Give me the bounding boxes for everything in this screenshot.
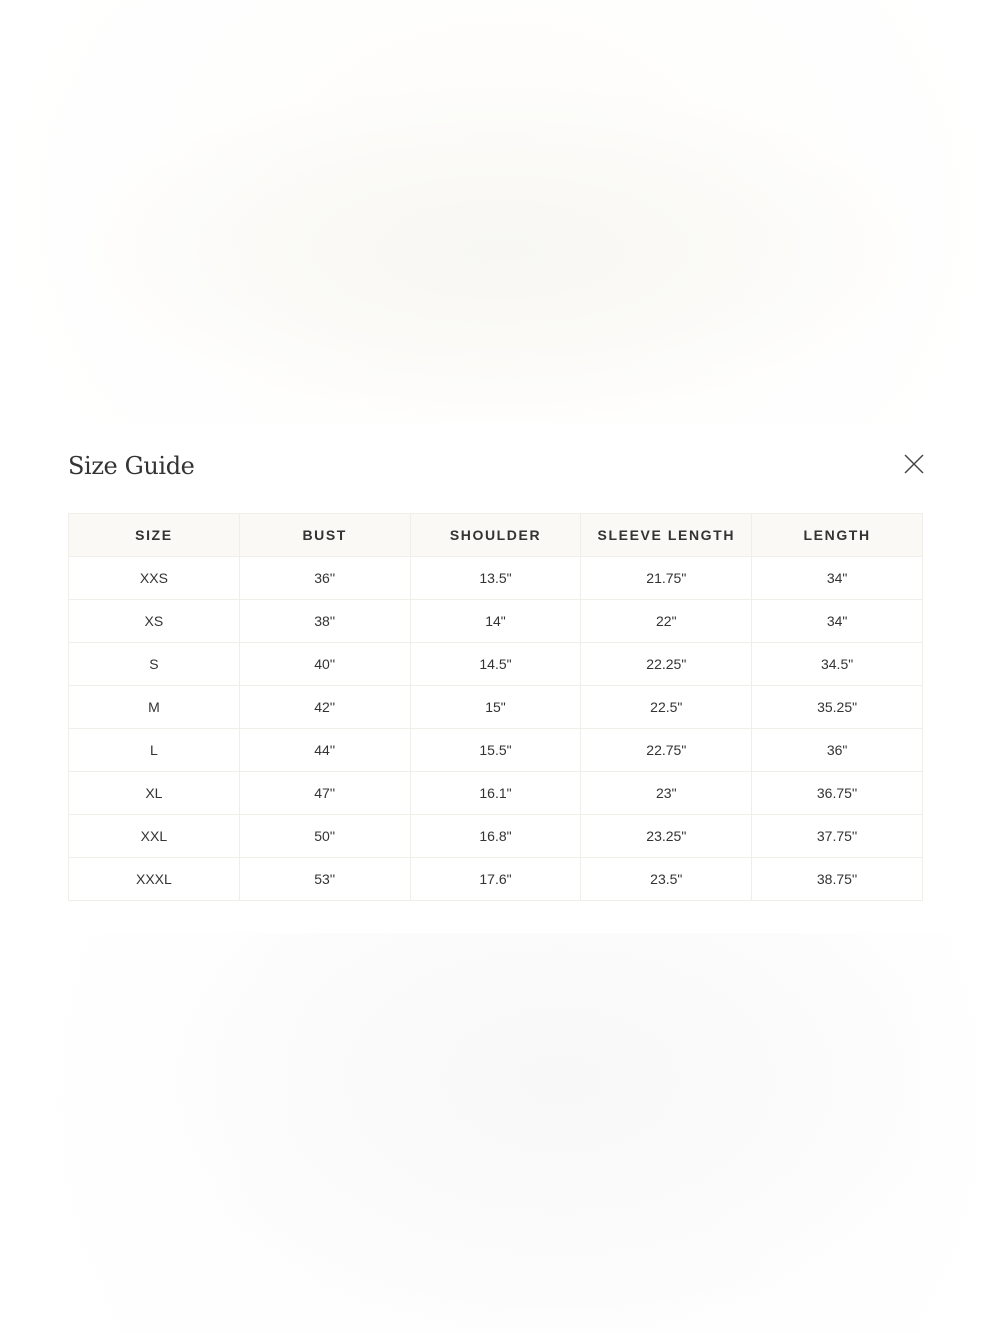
cell-sleeve-length: 21.75" xyxy=(581,557,752,600)
column-header-size: SIZE xyxy=(69,514,240,557)
table-row xyxy=(69,772,923,815)
cell-shoulder: 17.6" xyxy=(410,858,581,901)
cell-shoulder: 15.5" xyxy=(410,729,581,772)
cell-length: 36" xyxy=(752,729,923,772)
size-table xyxy=(68,513,923,901)
modal-title: Size Guide xyxy=(68,452,195,480)
table-row xyxy=(69,729,923,772)
cell-size: XL xyxy=(69,772,240,815)
table-header-row xyxy=(69,514,923,557)
cell-bust: 38'' xyxy=(239,600,410,643)
cell-length: 34.5" xyxy=(752,643,923,686)
cell-shoulder: 16.1" xyxy=(410,772,581,815)
close-icon xyxy=(900,450,928,478)
cell-length: 35.25" xyxy=(752,686,923,729)
cell-size: XXS xyxy=(69,557,240,600)
cell-length: 34" xyxy=(752,557,923,600)
cell-bust: 47'' xyxy=(239,772,410,815)
cell-sleeve-length: 23" xyxy=(581,772,752,815)
cell-length: 36.75'' xyxy=(752,772,923,815)
cell-bust: 36'' xyxy=(239,557,410,600)
table-row xyxy=(69,600,923,643)
cell-bust: 40'' xyxy=(239,643,410,686)
table-row xyxy=(69,815,923,858)
table-row xyxy=(69,557,923,600)
cell-bust: 44'' xyxy=(239,729,410,772)
table-row xyxy=(69,858,923,901)
cell-shoulder: 13.5" xyxy=(410,557,581,600)
table-row xyxy=(69,643,923,686)
column-header-bust: BUST xyxy=(239,514,410,557)
cell-sleeve-length: 22.5" xyxy=(581,686,752,729)
cell-size: XXXL xyxy=(69,858,240,901)
cell-size: XXL xyxy=(69,815,240,858)
column-header-shoulder: SHOULDER xyxy=(410,514,581,557)
cell-bust: 53'' xyxy=(239,858,410,901)
column-header-length: LENGTH xyxy=(752,514,923,557)
cell-sleeve-length: 23.25" xyxy=(581,815,752,858)
cell-length: 38.75'' xyxy=(752,858,923,901)
cell-bust: 42'' xyxy=(239,686,410,729)
cell-length: 34" xyxy=(752,600,923,643)
cell-length: 37.75'' xyxy=(752,815,923,858)
cell-shoulder: 14" xyxy=(410,600,581,643)
cell-sleeve-length: 22" xyxy=(581,600,752,643)
close-button[interactable] xyxy=(900,450,928,478)
cell-sleeve-length: 22.75" xyxy=(581,729,752,772)
column-header-sleeve-length: SLEEVE LENGTH xyxy=(581,514,752,557)
cell-shoulder: 16.8" xyxy=(410,815,581,858)
cell-size: L xyxy=(69,729,240,772)
cell-size: S xyxy=(69,643,240,686)
cell-bust: 50'' xyxy=(239,815,410,858)
cell-shoulder: 14.5" xyxy=(410,643,581,686)
table-row xyxy=(69,686,923,729)
cell-shoulder: 15" xyxy=(410,686,581,729)
cell-sleeve-length: 22.25" xyxy=(581,643,752,686)
cell-sleeve-length: 23.5" xyxy=(581,858,752,901)
cell-size: XS xyxy=(69,600,240,643)
cell-size: M xyxy=(69,686,240,729)
